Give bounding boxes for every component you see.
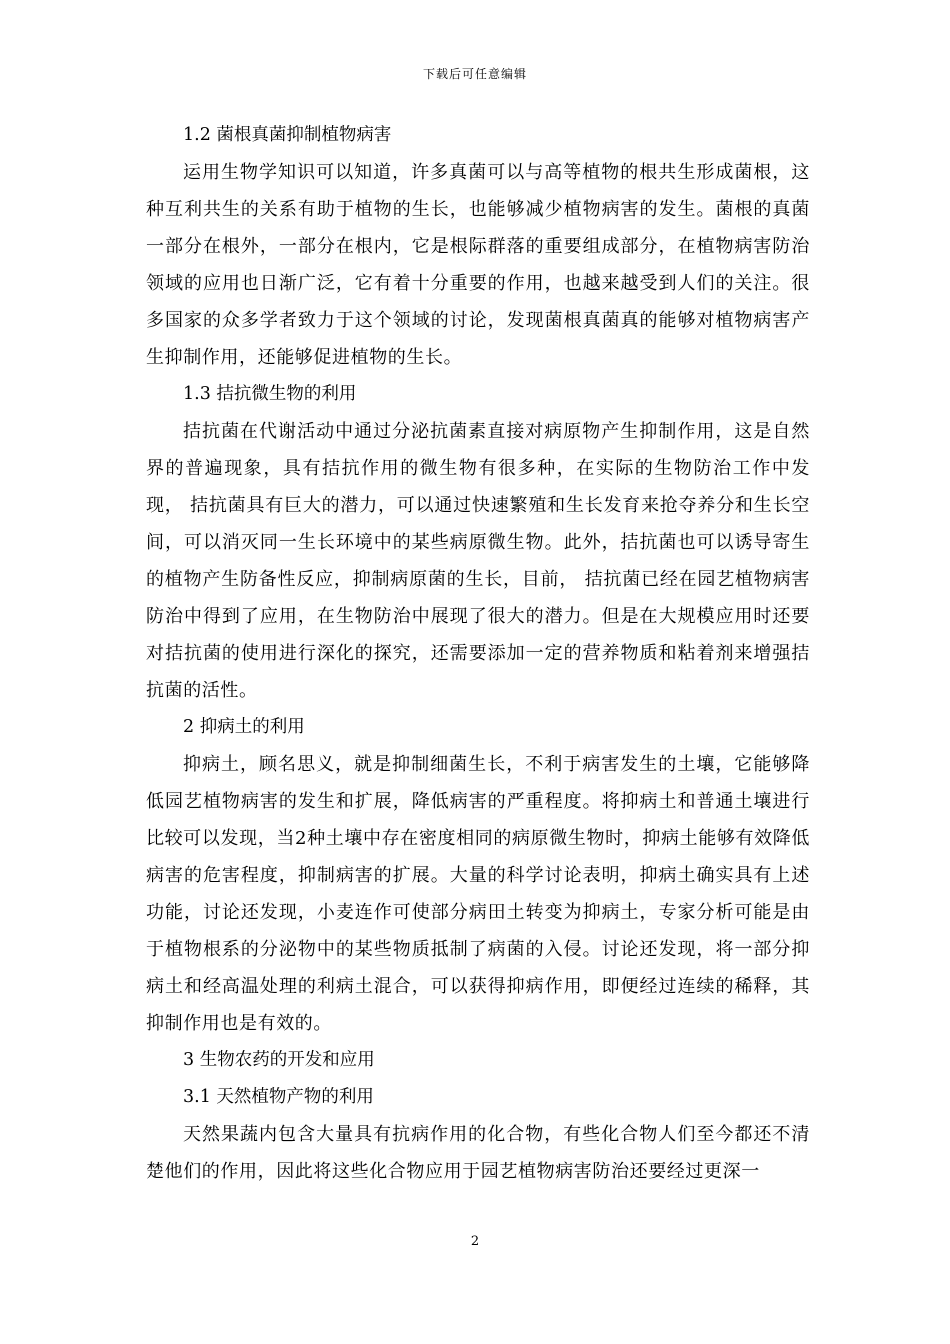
section-heading-2: 2 抑病土的利用 — [183, 717, 305, 737]
paragraph-natural-products: 天然果蔬内包含大量具有抗病作用的化合物，有些化合物人们至今都还不清楚他们的作用，因此将这些化合物应用于园艺植物病害防治还要经过更深一 — [146, 1124, 810, 1182]
paragraph-mycorrhiza: 运用生物学知识可以知道，许多真菌可以与高等植物的根共生形成菌根，这种互利共生的关系有助于植物的生长，也能够减少植物病害的发生。菌根的真菌一部分在根外，一部分在根内，它是根际群落的重要组成部分，在植物病害防治领域的应用也日渐广泛，它有着十分重要的作用，也越来越受到人们的关注。很多国家的众多学者致力于这个领域的讨论，发现菌根真菌真的能够对植物病害产生抑制作用，还能够促进植物的生长。 — [146, 162, 810, 368]
section-heading-1-3: 1.3 拮抗微生物的利用 — [183, 384, 357, 404]
document-body — [146, 117, 810, 1190]
page-header: 下载后可任意编辑 — [422, 67, 527, 81]
section-heading-3: 3 生物农药的开发和应用 — [183, 1050, 375, 1070]
paragraph-antagonist: 拮抗菌在代谢活动中通过分泌抗菌素直接对病原物产生抑制作用，这是自然界的普遍现象，具有拮抗作用的微生物有很多种，在实际的生物防治工作中发现， 拮抗菌具有巨大的潜力，可以通过快速繁殖和生长发育来抢夺养分和生长空间，可以消灭同一生长环境中的某些病原微生物。此外，拮抗菌也可以诱导寄生的植物产生防备性反应，抑制病原菌的生长，目前， 拮抗菌已经在园艺植物病害防治中得到了应用，在生物防治中展现了很大的潜力。但是在大规模应用时还要对拮抗菌的使用进行深化的探究，还需要添加一定的营养物质和粘着剂来增强拮抗菌的活性。 — [146, 421, 810, 701]
paragraph-suppressive-soil: 抑病土，顾名思义，就是抑制细菌生长，不利于病害发生的土壤，它能够降低园艺植物病害的发生和扩展，降低病害的严重程度。将抑病土和普通土壤进行比较可以发现，当2种土壤中存在密度相同的病原微生物时，抑病土能够有效降低病害的危害程度，抑制病害的扩展。大量的科学讨论表明，抑病土确实具有上述功能，讨论还发现，小麦连作可使部分病田土转变为抑病土，专家分析可能是由于植物根系的分泌物中的某些物质抵制了病菌的入侵。讨论还发现，将一部分抑病土和经高温处理的利病土混合，可以获得抑病作用，即便经过连续的稀释，其抑制作用也是有效的。 — [146, 754, 810, 1034]
section-heading-3-1: 3.1 天然植物产物的利用 — [183, 1087, 374, 1107]
section-heading-1-2: 1.2 菌根真菌抑制植物病害 — [183, 125, 392, 145]
page-number: 2 — [470, 1234, 480, 1249]
